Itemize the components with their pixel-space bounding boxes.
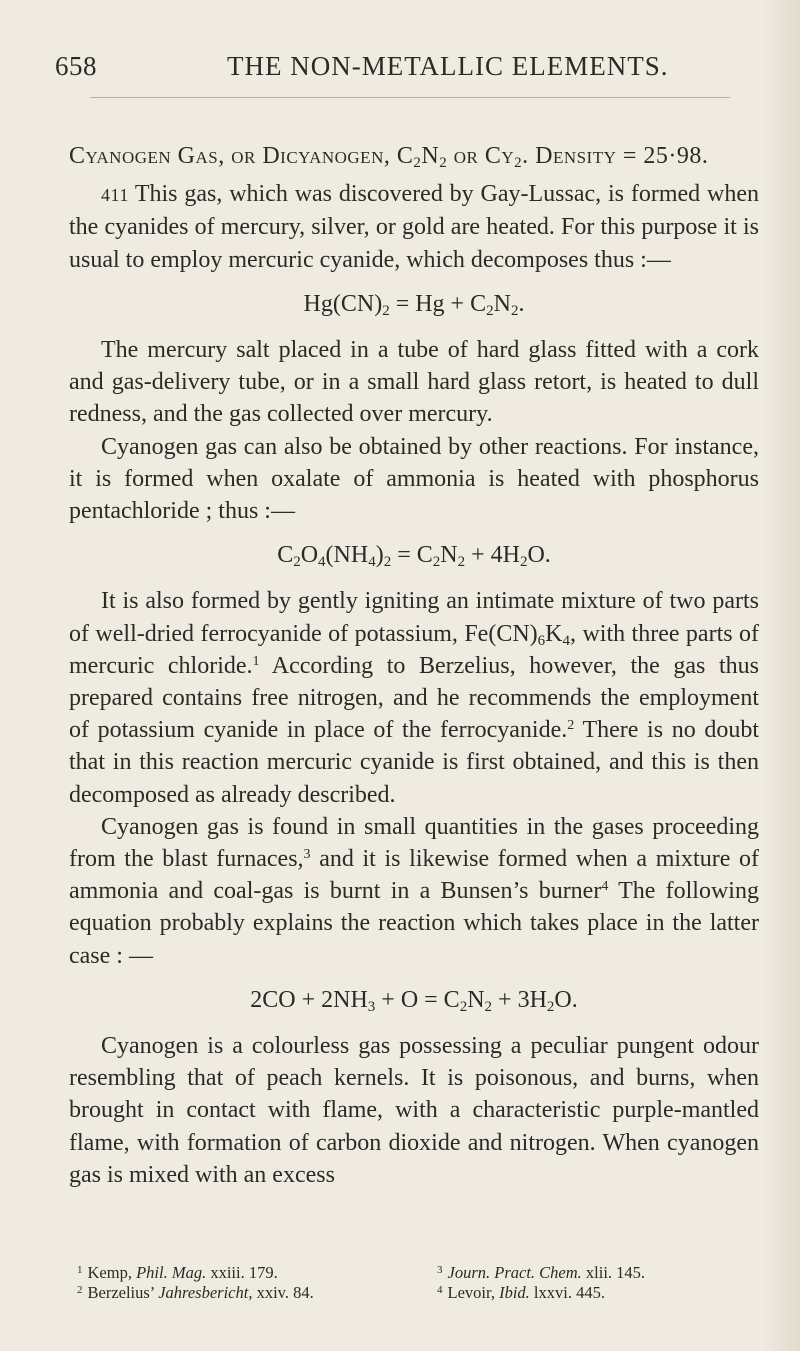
paragraph-ferrocyanide: It is also formed by gently igniting an intimate mixture of two parts of well-dried ferrocyanide of potassium, $Fe(CN)_6K_4$, with three parts of mercuric chloride.$^1$ According to Berzelius, however, the gas thus prepared contains free nitrogen, and he recommends the employment of potassium cyanide in place of the ferrocyanide.$^2$ There is no doubt that in this reaction mercuric cyanide is first obtained, and this is then decomposed as already described. (69, 588, 760, 808)
book-page (55, 0, 765, 1351)
equation-coal-gas: $2CO + 2NH_3 + O = C_2N_2 + 3H_2O$. (250, 986, 578, 1015)
footnote-ref-2: 2 (567, 718, 575, 734)
header-rule (90, 97, 730, 98)
page-number: 658 (55, 51, 97, 81)
paragraph-mercury-salt: The mercury salt placed in a tube of hard glass fitted with a cork and gas-delivery tube, or in a small hard glass retort, is heated to dull redness, and the gas collected over mercury. (69, 337, 759, 428)
footnote-1: $^1$ Kemp, Phil. Mag. xxiii. 179. (77, 1263, 278, 1282)
footnote-2: $^2$ Berzelius’ Jahresbericht, xxiv. 84. (77, 1283, 314, 1302)
footnote-ref-3: 3 (303, 847, 311, 863)
equation-oxalate: $C_2O_4(NH_4)_2 = C_2N_2 + 4H_2O$. (277, 542, 551, 571)
footnote-row (77, 1280, 767, 1300)
footnotes (77, 1260, 767, 1300)
footnote-3: $^3$ Journ. Pract. Chem. xlii. 145. (437, 1263, 646, 1282)
page-body (69, 140, 759, 1191)
footnote-ref-1: 1 (252, 653, 260, 669)
page-header (55, 51, 765, 91)
footnote-row (77, 1260, 767, 1280)
footnote-ref-4: 4 (601, 879, 609, 895)
footnote-4: $^4$ Levoir, Ibid. lxxvi. 445. (437, 1283, 605, 1302)
paragraph-411: 411 This gas, which was discovered by Gay-Lussac, is formed when the cyanides of mercury, silver, or gold are heated. For this purpose it is usual to employ mercuric cyanide, which decomposes thus :— (69, 181, 759, 273)
paragraph-properties: Cyanogen is a colourless gas possessing a peculiar pungent odour resembling that of peach kernels. It is poisonous, and burns, when brought in contact with flame, with a characteristic purple-mantled flame, with formation of carbon dioxide and nitrogen. When cyanogen gas is mixed with an excess (69, 1033, 759, 1188)
paragraph-number: 411 (101, 185, 129, 206)
equation-mercuric-cyanide: $Hg(CN)_2 = Hg + C_2N_2$. (303, 290, 525, 319)
running-title: THE NON-METALLIC ELEMENTS. (227, 51, 669, 81)
paragraph-blast-furnaces: Cyanogen gas is found in small quantities in the gases proceeding from the blast furnaces,$^3$ and it is likewise formed when a mixture of ammonia and coal-gas is burnt in a Bunsen’s burner$^4$ The following equation probably explains the reaction which takes place in the latter case : — (69, 813, 759, 969)
page-edge-shadow (762, 0, 800, 1351)
section-heading: Cyanogen Gas, or Dicyanogen, $C_2N_2$ or $Cy_2$. Density = 25·98. (69, 143, 709, 171)
paragraph-other-reactions: Cyanogen gas can also be obtained by other reactions. For instance, it is formed when oxalate of ammonia is heated with phosphorus pentachloride ; thus :— (69, 433, 759, 525)
